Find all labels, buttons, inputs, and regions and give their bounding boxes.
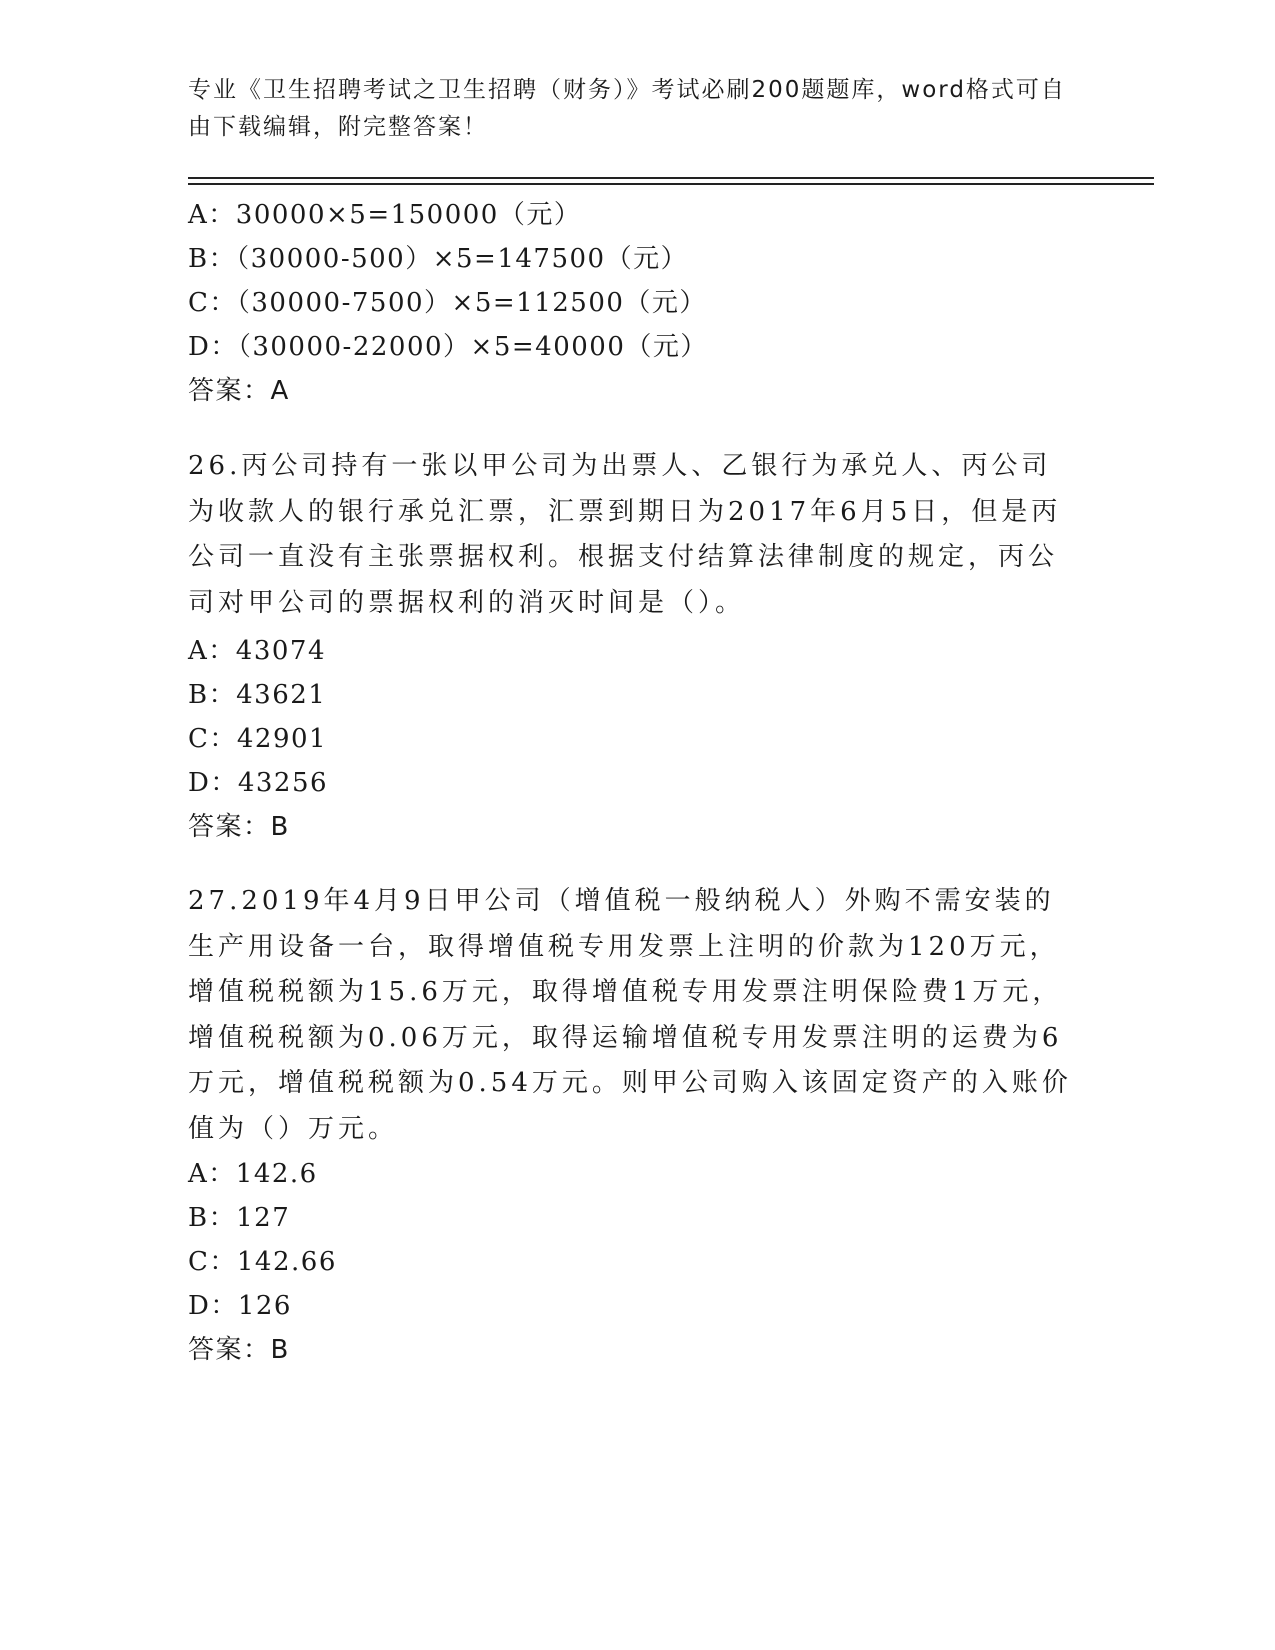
q25-answer: 答案：A [188,376,290,406]
q26-answer: 答案：B [188,812,290,842]
header-divider-top [188,177,1154,179]
q27-stem: 27.2019年4月9日甲公司（增值税一般纳税人）外购不需安装的生产用设备一台，取得增值税专用发票上注明的价款为120万元，增值税税额为15.6万元，取得增值税专用发票注明保险费1万元，增值税税额为0.06万元，取得运输增值税专用发票注明的运费为6万元，增值税税额为0.54万元。则甲公司购入该固定资产的入账价值为（）万元。 [188,886,1072,1144]
q26-option-d: D：43256 [188,768,329,798]
q27-option-b: B：127 [188,1203,291,1233]
q26-option-a: A：43074 [188,636,326,666]
q26-option-c: C：42901 [188,724,328,754]
q25-option-d: D：（30000-22000）×5=40000（元） [188,332,708,362]
q27-option-d: D：126 [188,1291,292,1321]
q27-option-c: C：142.66 [188,1247,337,1277]
q26-option-b: B：43621 [188,680,327,710]
header-divider-bottom [188,183,1154,185]
q27-option-a: A：142.6 [188,1159,318,1189]
document-header: 专业《卫生招聘考试之卫生招聘（财务）》考试必刷200题题库，word格式可自由下载编辑，附完整答案！ [188,77,1066,140]
q25-option-b: B：（30000-500）×5=147500（元） [188,244,689,274]
q26-stem: 26.丙公司持有一张以甲公司为出票人、乙银行为承兑人、丙公司为收款人的银行承兑汇票，汇票到期日为2017年6月5日，但是丙公司一直没有主张票据权利。根据支付结算法律制度的规定，丙公司对甲公司的票据权利的消灭时间是（）。 [188,451,1062,618]
q27-answer: 答案：B [188,1335,290,1365]
q25-option-c: C：（30000-7500）×5=112500（元） [188,288,707,318]
q25-option-a: A：30000×5=150000（元） [188,200,582,230]
